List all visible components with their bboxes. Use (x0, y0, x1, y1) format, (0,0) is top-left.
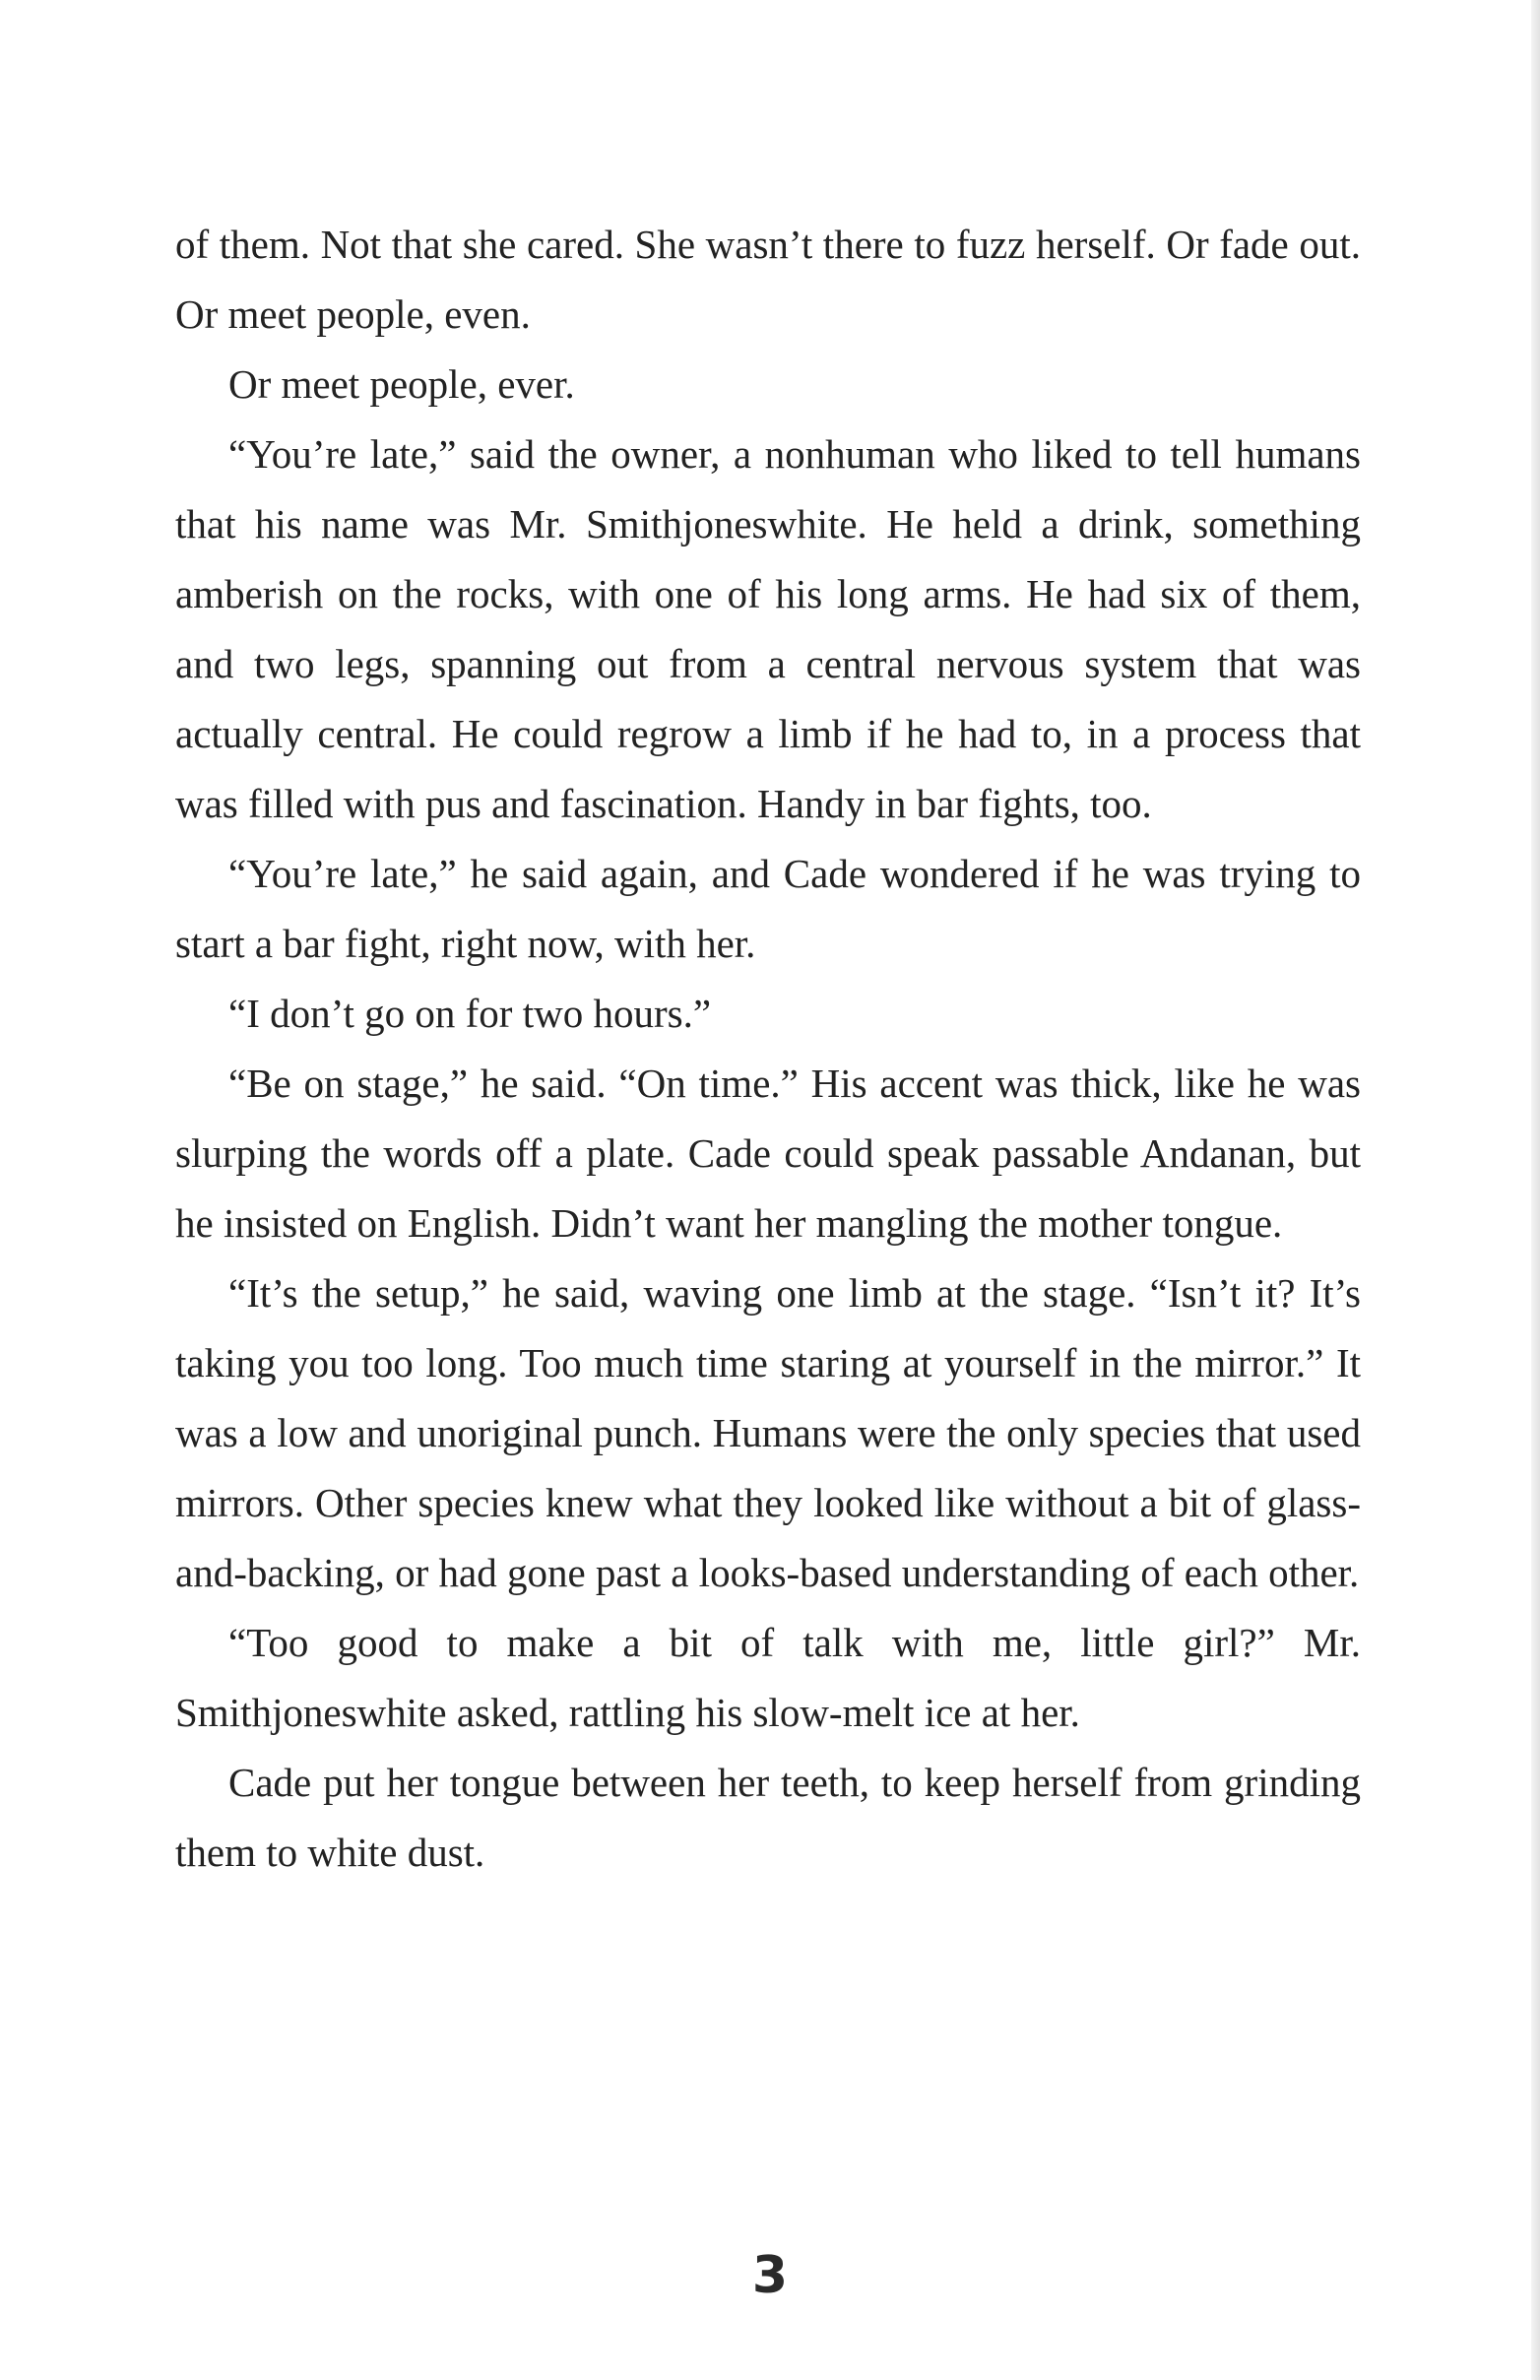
paragraph: of them. Not that she cared. She wasn’t there to fuzz herself. Or fade out. Or meet people, even. (175, 222, 1361, 337)
page-edge-shadow (1531, 0, 1540, 2380)
paragraph: “Too good to make a bit of talk with me, little girl?” Mr. Smithjoneswhite asked, rattling his slow-melt ice at her. (175, 1620, 1361, 1735)
page-number: 3 (751, 2246, 789, 2305)
paragraph: “You’re late,” said the owner, a nonhuman who liked to tell humans that his name was Mr. Smithjoneswhite. He held a drink, something amberish on the rocks, with one of his long arms. He had six of them, and two legs, spanning out from a central nervous system that was actually central. He could regrow a limb if he had to, in a process that was filled with pus and fascination. Handy in bar fights, too. (175, 431, 1361, 826)
paragraph: “You’re late,” he said again, and Cade wondered if he was trying to start a bar fight, right now, with her. (175, 851, 1361, 966)
paragraph: “It’s the setup,” he said, waving one limb at the stage. “Isn’t it? It’s taking you too long. Too much time staring at yourself in the mirror.” It was a low and unoriginal punch. Humans were the only species that used mirrors. Other species knew what they looked like without a bit of glass-and-backing, or had gone past a looks-based understanding of each other. (175, 1270, 1361, 1595)
body-text (175, 210, 1361, 1888)
paragraph: Cade put her tongue between her teeth, to keep herself from grinding them to white dust. (175, 1760, 1361, 1875)
paragraph: “I don’t go on for two hours.” (228, 991, 712, 1036)
paragraph: “Be on stage,” he said. “On time.” His accent was thick, like he was slurping the words off a plate. Cade could speak passable Andanan, but he insisted on English. Didn’t want her mangling the mother tongue. (175, 1061, 1361, 1246)
paragraph: Or meet people, ever. (228, 361, 575, 407)
